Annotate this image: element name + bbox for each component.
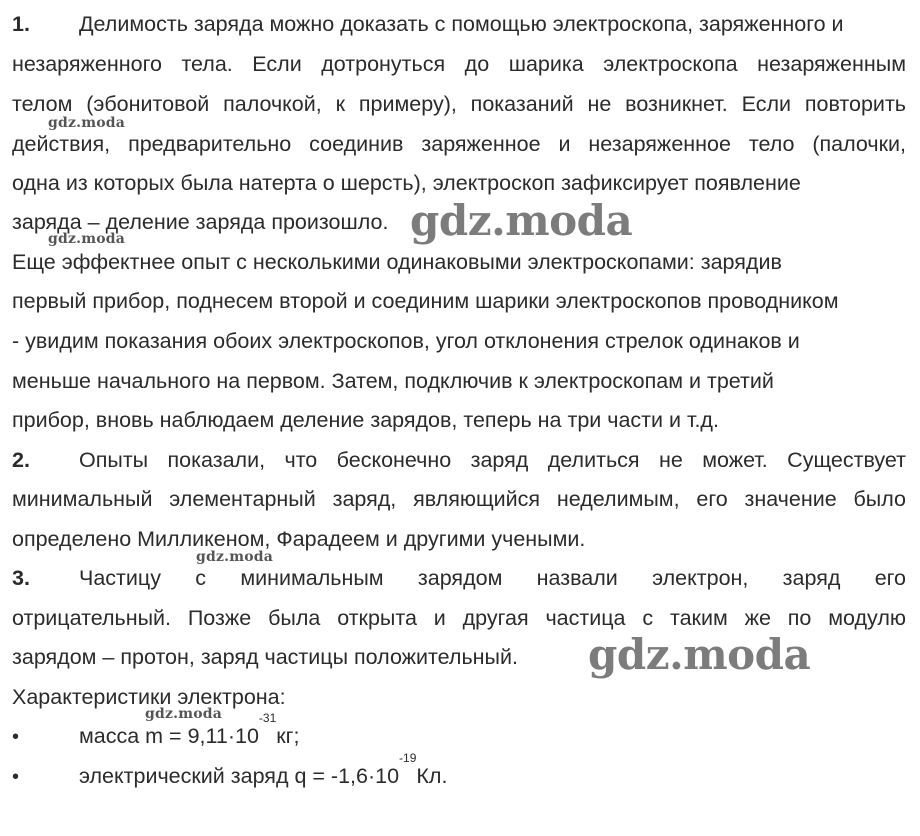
paragraph-3-line-3: зарядом – протон, заряд частицы положительный.	[12, 645, 518, 669]
mass-unit: кг;	[276, 724, 300, 748]
watermark-large-2: gdz.moda	[588, 630, 811, 679]
watermark-small-1: gdz.moda	[48, 115, 126, 131]
paragraph-1b-line-1: Еще эффектнее опыт с несколькими одинаковыми электроскопами: зарядив	[12, 250, 782, 274]
paragraph-2-text-1: Опыты показали, что бесконечно заряд делиться не может. Существует	[79, 448, 906, 472]
paragraph-1-line-2: незаряженного тела. Если дотронуться до шарика электроскопа незаряженным	[12, 52, 906, 76]
paragraph-number-3: 3.	[12, 566, 30, 590]
charge-list-item	[12, 751, 906, 796]
paragraph-3-line-2: отрицательный. Позже была открыта и другая частица с таким же по модулю	[12, 606, 906, 630]
paragraph-2-line-3: определено Милликеном, Фарадеем и другими учеными.	[12, 527, 586, 551]
watermark-small-4: gdz.moda	[145, 706, 223, 722]
paragraph-1b-line-3: - увидим показания обоих электроскопов, угол отклонения стрелок одинаков и	[12, 329, 800, 353]
paragraph-1-line-5: одна из которых была натерта о шерсть), электроскоп зафиксирует появление	[12, 171, 801, 195]
mass-exponent: -31	[258, 711, 277, 725]
paragraph-1b-line-2: первый прибор, поднесем второй и соединим шарики электроскопов проводником	[12, 289, 839, 313]
mass-text: масса m = 9,11·10	[79, 724, 259, 748]
charge-text: электрический заряд q = -1,6·10	[79, 764, 400, 788]
paragraph-3-text-1: Частицу с минимальным зарядом назвали электрон, заряд его	[79, 566, 906, 590]
paragraph-1-line-3: телом (эбонитовой палочкой, к примеру), показаний не возникнет. Если повторить	[12, 92, 906, 116]
paragraph-1b-line-4: меньше начального на первом. Затем, подключив к электроскопам и третий	[12, 369, 774, 393]
paragraph-1-line-6: заряда – деление заряда произошло.	[12, 210, 389, 234]
watermark-small-2: gdz.moda	[48, 231, 126, 247]
bullet-icon: •	[12, 766, 20, 788]
paragraph-number-2: 2.	[12, 448, 30, 472]
paragraph-2-line-2: минимальный элементарный заряд, являющийся неделимым, его значение было	[12, 487, 906, 511]
charge-unit: Кл.	[416, 764, 448, 788]
paragraph-2-line-1	[12, 440, 906, 480]
paragraph-1-line-1	[12, 4, 906, 44]
paragraph-1b-line-5: прибор, вновь наблюдаем деление зарядов, теперь на три части и т.д.	[12, 408, 719, 432]
paragraph-1-line-4: действия, предварительно соединив заряженное и незаряженное тело (палочки,	[12, 132, 906, 156]
watermark-small-3: gdz.moda	[196, 549, 274, 565]
paragraph-3-line-1	[12, 558, 906, 598]
watermark-large-1: gdz.moda	[410, 196, 633, 245]
paragraph-number-1: 1.	[12, 12, 30, 36]
paragraph-1-text-1: Делимость заряда можно доказать с помощью электроскопа, заряженного и	[79, 12, 844, 36]
characteristics-heading: Характеристики электрона:	[12, 685, 286, 709]
charge-exponent: -19	[399, 751, 417, 765]
bullet-icon: •	[12, 726, 20, 748]
